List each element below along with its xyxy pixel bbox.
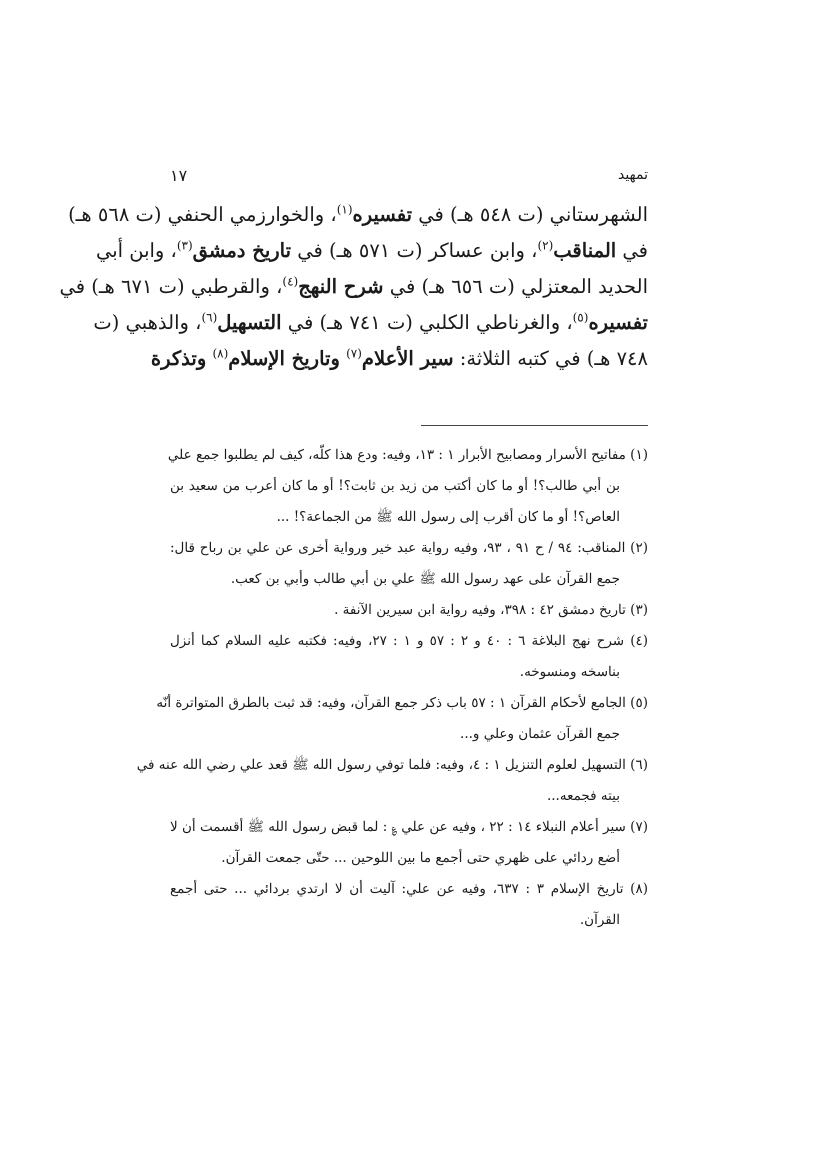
page-header — [170, 160, 648, 190]
footnote-line: (١) مفاتيح الأسرار ومصابيح الأبرار ١ : ١٣، وفيه: ودع هذا كلّه، كيف لم يطلبوا جمع علي — [167, 447, 648, 463]
footnote-ref[interactable]: (٣) — [176, 238, 193, 253]
footnote-line: (٨) تاريخ الإسلام ٣ : ٦٣٧، وفيه عن علي: آليت أن لا ارتدي بردائي ... حتى أجمع — [170, 881, 648, 897]
footnote-ref[interactable]: (٢) — [537, 238, 554, 253]
footnote-line: (٤) شرح نهج البلاغة ٦ : ٤٠ و ٢ : ٥٧ و ١ : ٢٧، وفيه: فكتبه عليه السلام كما أنزل — [170, 633, 649, 649]
text-run: ، والغرناطي الكلبي (ت ٧٤١ هـ) في — [281, 311, 573, 334]
footnote-3 — [170, 595, 648, 626]
footnote-line: بيته فجمعه... — [546, 788, 620, 804]
book-title: شرح النهج — [298, 275, 384, 298]
book-title: المناقب — [553, 239, 617, 262]
footnote-separator — [421, 425, 648, 426]
book-title: سير الأعلام — [361, 347, 454, 370]
footnote-line: (٧) سير أعلام النبلاء ١٤ : ٢٢ ، وفيه عن علي ؏ : لما قبض رسول الله ﷺ أقسمت أن لا — [170, 819, 648, 835]
main-text — [59, 197, 648, 377]
footnote-line: (٣) تاريخ دمشق ٤٢ : ٣٩٨، وفيه رواية ابن سيرين الآنفة . — [334, 602, 648, 618]
body-line — [150, 341, 648, 377]
book-title: تاريخ دمشق — [192, 239, 292, 262]
footnote-line: (٥) الجامع لأحكام القرآن ١ : ٥٧ باب ذكر جمع القرآن، وفيه: قد ثبت بالطرق المتواترة أنّه — [156, 695, 648, 711]
text-run: في — [616, 239, 648, 262]
footnote-line: العاص؟! أو ما كان أقرب إلى رسول الله ﷺ من الجماعة؟! ... — [276, 509, 620, 525]
book-title: وتذكرة — [150, 347, 207, 370]
footnote-ref[interactable]: (٥) — [572, 310, 589, 325]
body-line — [95, 233, 648, 269]
footnote-line: (٢) المناقب: ٩٤ / ح ٩١ ، ٩٣، وفيه رواية عبد خير ورواية أخرى عن علي بن رباح قال: — [170, 540, 648, 556]
body-line — [68, 197, 648, 233]
book-title: التسهيل — [217, 311, 282, 334]
text-run: ، وابن عساكر (ت ٥٧١ هـ) في — [291, 239, 538, 262]
footnote-ref[interactable]: (٨) — [212, 346, 229, 361]
body-line — [93, 305, 648, 341]
footnote-line: القرآن. — [579, 912, 620, 928]
footnote-5 — [156, 688, 648, 750]
footnote-7 — [170, 812, 648, 874]
footnote-4 — [170, 626, 648, 688]
footnote-line: جمع القرآن عثمان وعلي و... — [460, 726, 620, 742]
book-title: وتاريخ الإسلام — [228, 347, 340, 370]
footnote-2 — [170, 533, 648, 595]
running-title: تمهيد — [617, 167, 648, 183]
body-line — [59, 269, 648, 305]
text-run: ٧٤٨ هـ) في كتبه الثلاثة: — [453, 347, 648, 370]
footnote-ref[interactable]: (٦) — [201, 310, 218, 325]
footnote-1 — [167, 440, 648, 533]
footnote-ref[interactable]: (١) — [336, 202, 353, 217]
footnote-line: بن أبي طالب؟! أو ما كان أكتب من زيد بن ثابت؟! أو ما كان أعرب من سعيد بن — [170, 478, 620, 494]
footnote-ref[interactable]: (٧) — [346, 346, 362, 361]
footnote-line: أضع ردائي على ظهري حتى أجمع ما بين اللوحين ... حتّى جمعت القرآن. — [221, 850, 620, 866]
book-title: تفسيره — [352, 203, 413, 226]
text-run: الحديد المعتزلي (ت ٦٥٦ هـ) في — [383, 275, 648, 298]
footnote-8 — [170, 874, 648, 936]
text-run: ، والخوارزمي الحنفي (ت ٥٦٨ هـ) — [68, 203, 337, 226]
footnote-line: بناسخه ومنسوخه. — [519, 664, 620, 680]
footnote-line: (٦) التسهيل لعلوم التنزيل ١ : ٤، وفيه: فلما توفي رسول الله ﷺ قعد علي رضي الله عنه في — [136, 757, 648, 773]
footnote-6 — [136, 750, 648, 812]
footnotes — [136, 440, 649, 936]
text-run: الشهرستاني (ت ٥٤٨ هـ) في — [412, 203, 648, 226]
book-title: تفسيره — [588, 311, 648, 334]
footnote-line: جمع القرآن على عهد رسول الله ﷺ علي بن أبي طالب وأبي بن كعب. — [230, 571, 620, 587]
page-number: ١٧ — [170, 165, 188, 185]
text-run: ، والقرطبي (ت ٦٧١ هـ) في — [59, 275, 283, 298]
footnote-ref[interactable]: (٤) — [282, 274, 299, 289]
text-run: ، وابن أبي — [95, 239, 177, 262]
text-run: ، والذهبي (ت — [93, 311, 202, 334]
